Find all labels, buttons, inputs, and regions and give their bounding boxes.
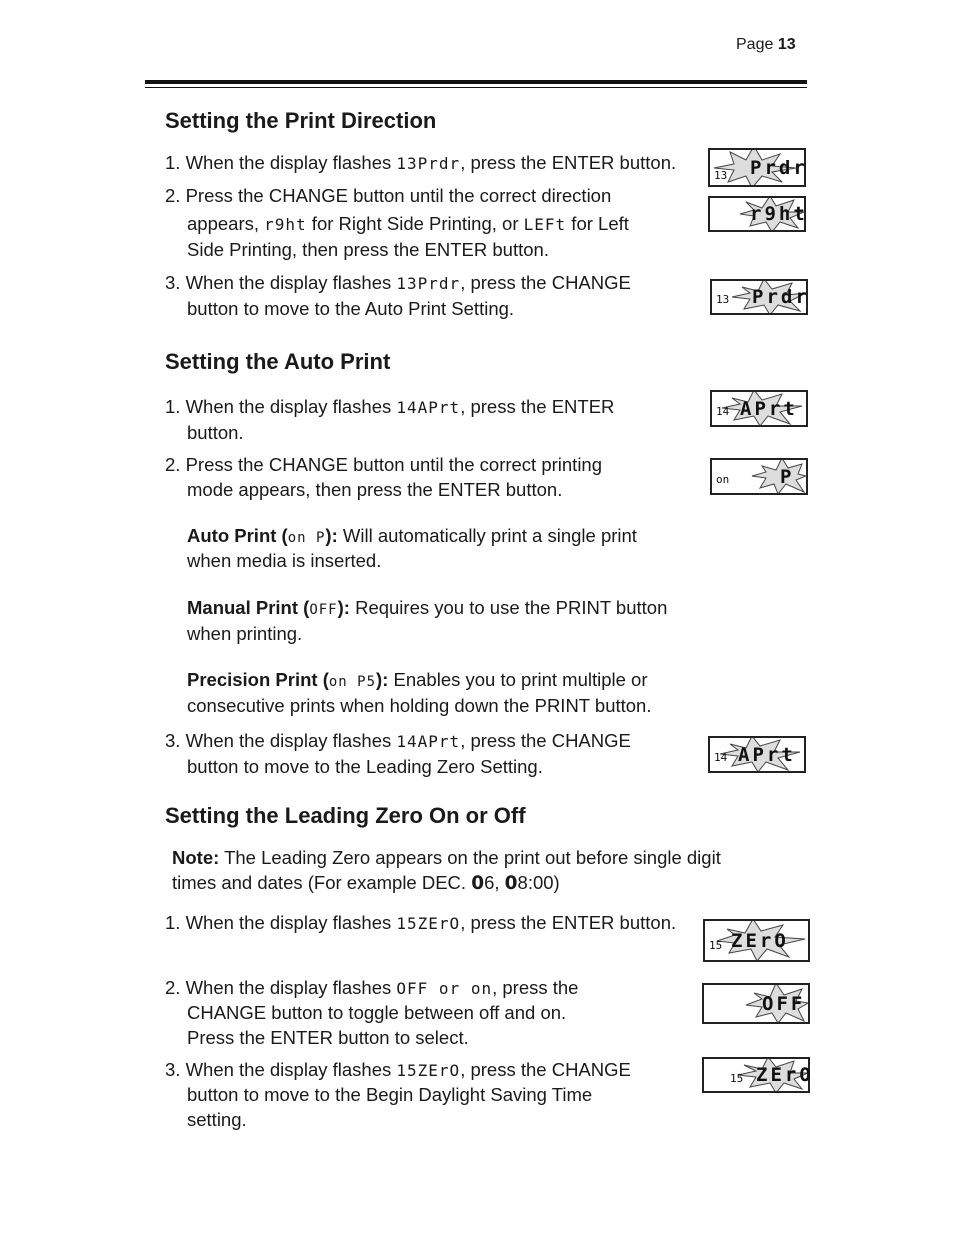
step-1-print-direction: 1. When the display flashes 13Prdr, press the ENTER button. (165, 152, 677, 173)
section-title-print-direction: Setting the Print Direction (165, 108, 437, 133)
auto-print-description-line2: when media is inserted. (187, 550, 382, 571)
step-1-auto-print-line2: button. (187, 422, 244, 443)
leading-zero-note: Note: The Leading Zero appears on the print out before single digit (172, 847, 721, 868)
step-2-leading-zero-line2: CHANGE button to toggle between off and on. (187, 1002, 567, 1023)
step-3-leading-zero-line3: setting. (187, 1109, 247, 1130)
precision-print-description: Precision Print (on P5): Enables you to print multiple or (187, 669, 648, 690)
lcd-display-14-aprt: 14 APrt (710, 390, 808, 427)
step-2-print-direction-line2: appears, r9ht for Right Side Printing, or LEFt for Left (187, 213, 629, 234)
manual-print-description-line2: when printing. (187, 623, 303, 644)
auto-print-description: Auto Print (on P): Will automatically print a single print (187, 525, 637, 546)
lcd-display-r9ht: r9ht (708, 196, 806, 232)
step-2-print-direction-line3: Side Printing, then press the ENTER button. (187, 239, 549, 260)
step-3-auto-print: 3. When the display flashes 14APrt, press the CHANGE (165, 730, 631, 751)
lcd-display-15-zero-flash: 15 ZErO (702, 1057, 810, 1093)
lcd-display-off: OFF (702, 983, 810, 1024)
step-2-auto-print: 2. Press the CHANGE button until the correct printing (165, 454, 603, 475)
step-3-print-direction: 3. When the display flashes 13Prdr, press the CHANGE (165, 272, 631, 293)
lcd-display-13-prdr: 13 Prdr (708, 148, 806, 187)
step-2-leading-zero: 2. When the display flashes OFF or on, press the (165, 977, 579, 998)
lcd-display-13-prdr-flash: 13 Prdr (710, 279, 808, 315)
lcd-display-15-zero: 15 ZErO (703, 919, 810, 962)
step-2-print-direction: 2. Press the CHANGE button until the correct direction (165, 185, 612, 206)
section-title-leading-zero: Setting the Leading Zero On or Off (165, 803, 526, 828)
header-rule-thin (145, 87, 807, 88)
header-rule-thick (145, 80, 807, 84)
step-2-auto-print-line2: mode appears, then press the ENTER button. (187, 479, 563, 500)
step-3-leading-zero: 3. When the display flashes 15ZErO, press the CHANGE (165, 1059, 631, 1080)
step-2-leading-zero-line3: Press the ENTER button to select. (187, 1027, 469, 1048)
lcd-display-on-p: on P (710, 458, 808, 495)
leading-zero-note-line2: times and dates (For example DEC. 06, 08:00) (172, 872, 560, 894)
step-3-leading-zero-line2: button to move to the Begin Daylight Saving Time (187, 1084, 593, 1105)
manual-print-description: Manual Print (OFF): Requires you to use the PRINT button (187, 597, 668, 618)
step-1-leading-zero: 1. When the display flashes 15ZErO, press the ENTER button. (165, 912, 677, 933)
precision-print-description-line2: consecutive prints when holding down the PRINT button. (187, 695, 652, 716)
step-3-print-direction-line2: button to move to the Auto Print Setting. (187, 298, 515, 319)
lcd-display-14-aprt-flash: 14 APrt (708, 736, 806, 773)
step-1-auto-print: 1. When the display flashes 14APrt, press the ENTER (165, 396, 615, 417)
step-3-auto-print-line2: button to move to the Leading Zero Setting. (187, 756, 543, 777)
section-title-auto-print: Setting the Auto Print (165, 349, 391, 374)
page-number: Page 13 (736, 36, 796, 53)
